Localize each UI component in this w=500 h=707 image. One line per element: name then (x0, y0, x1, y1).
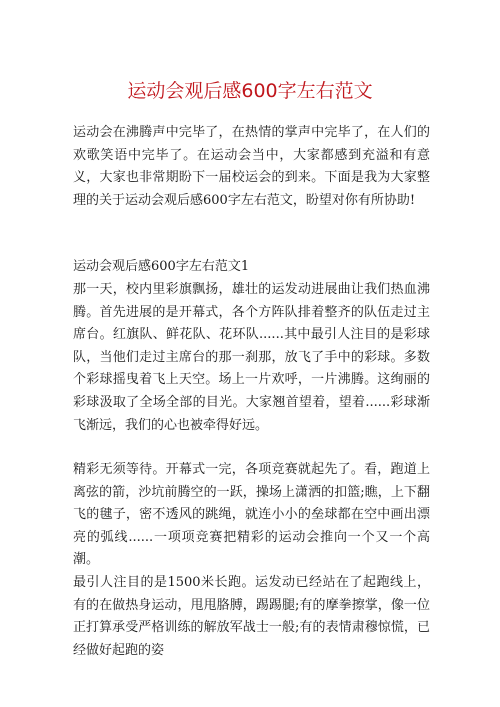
body-paragraph-2: 精彩无须等待。开幕式一完，各项竞赛就起先了。看，跑道上离弦的箭，沙坑前腾空的一跃，操场上潇洒的扣篮;瞧，上下翻飞的毽子，密不透风的跳绳，就连小小的垒球都在空中画出漂亮的弧线......一项项竞赛把精彩的运动会推向一个又一个高潮。 (73, 462, 430, 568)
intro-paragraph: 运动会在沸腾声中完毕了，在热情的掌声中完毕了，在人们的欢歌笑语中完毕了。在运动会当中，大家都感到充溢和有意义，大家也非常期盼下一届校运会的到来。下面是我为大家整理的关于运动会观后感600字左右范文，盼望对你有所协助! (73, 125, 430, 208)
body-paragraph-3: 最引人注目的是1500米长跑。运发动已经站在了起跑线上，有的在做热身运动，甩甩胳膊，踢踢腿;有的摩拳擦掌，像一位正打算承受严格训练的解放军战士一般;有的表情肃穆惊慌，已经做好起跑的姿 (73, 575, 430, 658)
section-heading: 运动会观后感600字左右范文1 (73, 259, 250, 274)
document-title: 运动会观后感600字左右范文 (127, 80, 373, 102)
body-paragraph-1: 那一天，校内里彩旗飘扬，雄壮的运发动进展曲让我们热血沸腾。首先进展的是开幕式，各个方阵队排着整齐的队伍走过主席台。红旗队、鲜花队、花环队......其中最引人注目的是彩球队，当他们走过主席台的那一刹那，放飞了手中的彩球。多数个彩球摇曳着飞上天空。场上一片欢呼，一片沸腾。这绚丽的彩球汲取了全场全部的目光。大家翘首望着，望着......彩球渐飞渐远，我们的心也被牵得好远。 (73, 282, 430, 433)
